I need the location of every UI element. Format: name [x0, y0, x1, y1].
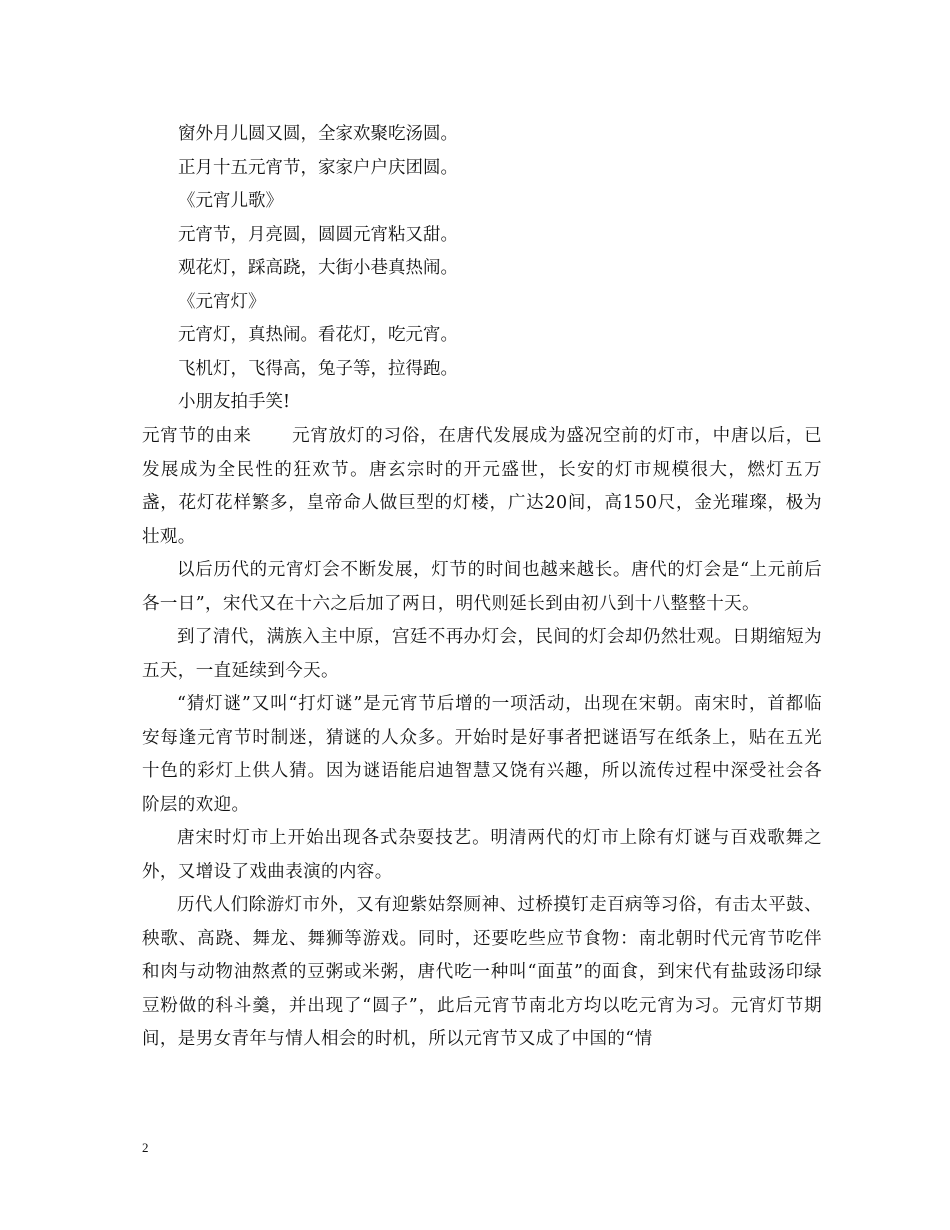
paragraph: 到了清代，满族入主中原，宫廷不再办灯会，民间的灯会却仍然壮观。日期缩短为五天，一直延续到今天。 — [142, 627, 822, 681]
paragraph: “猜灯谜”又叫“打灯谜”是元宵节后增的一项活动，出现在宋朝。南宋时，首都临安每逢元宵节时制迷，猜谜的人众多。开始时是好事者把谜语写在纸条上，贴在五光十色的彩灯上供人猜。因为谜语能启迪智慧又饶有兴趣，所以流传过程中深受社会各阶层的欢迎。 — [142, 694, 822, 815]
poem-line: 元宵灯，真热闹。看花灯，吃元宵。 — [178, 325, 458, 345]
poem-line: 观花灯，踩高跷，大街小巷真热闹。 — [178, 258, 458, 278]
paragraph: 唐宋时灯市上开始出现各式杂耍技艺。明清两代的灯市上除有灯谜与百戏歌舞之外，又增设了戏曲表演的内容。 — [142, 828, 822, 882]
section-first-paragraph — [142, 420, 822, 554]
poem-title: 《元宵灯》 — [178, 291, 266, 312]
poem-block — [178, 118, 818, 420]
paragraph: 以后历代的元宵灯会不断发展，灯节的时间也越来越长。唐代的灯会是“上元前后各一日”，宋代又在十六之后加了两日，明代则延长到由初八到十八整整十天。 — [142, 560, 822, 614]
poem-title: 《元宵儿歌》 — [178, 191, 283, 211]
poem-line: 窗外月儿圆又圆，全家欢聚吃汤圆。 — [178, 124, 458, 144]
paragraph-text: 元宵放灯的习俗，在唐代发展成为盛况空前的灯市，中唐以后，已发展成为全民性的狂欢节。唐玄宗时的开元盛世，长安的灯市规模很大，燃灯五万盏，花灯花样繁多，皇帝命人做巨型的灯楼，广达20间，高150尺，金光璀璨，极为壮观。 — [142, 426, 822, 547]
page-number: 2 — [142, 1140, 149, 1155]
poem-line: 小朋友拍手笑! — [178, 392, 291, 412]
poem-line: 元宵节，月亮圆，圆圆元宵粘又甜。 — [178, 224, 458, 245]
poem-line: 正月十五元宵节，家家户户庆团圆。 — [178, 157, 458, 178]
paragraph: 历代人们除游灯市外，又有迎紫姑祭厕神、过桥摸钉走百病等习俗，有击太平鼓、秧歌、高跷、舞龙、舞狮等游戏。同时，还要吃些应节食物：南北朝时代元宵节吃伴和肉与动物油熬煮的豆粥或米粥，唐代吃一种叫“面茧”的面食，到宋代有盐豉汤印绿豆粉做的科斗羹，并出现了“圆子”，此后元宵节南北方均以吃元宵为习。元宵灯节期间，是男女青年与情人相会的时机，所以元宵节又成了中国的“情 — [142, 895, 822, 1049]
section-heading: 元宵节的由来 — [142, 426, 252, 446]
article-body — [142, 420, 822, 1057]
poem-line: 飞机灯，飞得高，兔子等，拉得跑。 — [178, 358, 458, 379]
